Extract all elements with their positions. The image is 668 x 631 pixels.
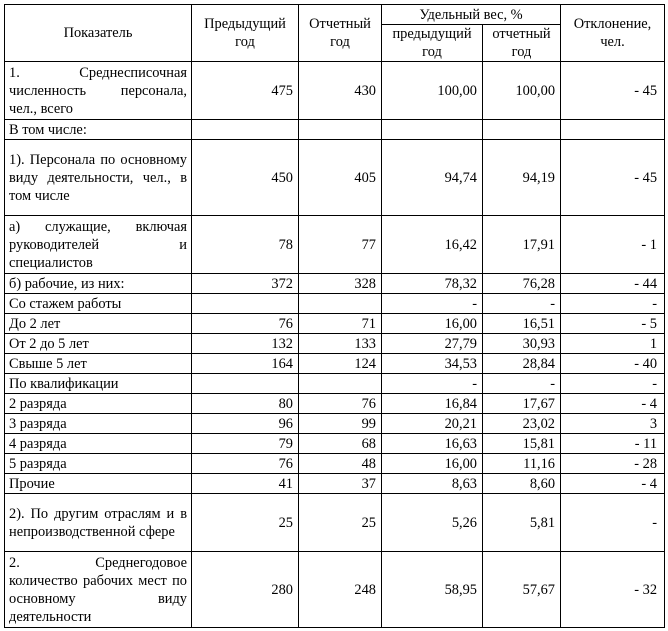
header-indicator: Показатель — [5, 5, 192, 62]
row-deviation: - 4 — [561, 394, 665, 414]
row-report-year: 76 — [299, 394, 382, 414]
row-prev-year: 372 — [192, 274, 299, 294]
row-report-year: 77 — [299, 216, 382, 274]
header-share-report: отчетный год — [483, 25, 561, 62]
row-report-year: 68 — [299, 434, 382, 454]
row-prev-year: 132 — [192, 334, 299, 354]
row-deviation — [561, 120, 665, 140]
table-row — [5, 494, 665, 552]
row-share-prev: 78,32 — [382, 274, 483, 294]
row-deviation: - 45 — [561, 140, 665, 216]
row-share-report: 23,02 — [483, 414, 561, 434]
row-prev-year: 41 — [192, 474, 299, 494]
header-deviation: Отклонение, чел. — [561, 5, 665, 62]
table-row — [5, 474, 665, 494]
table-row — [5, 394, 665, 414]
row-deviation: - 44 — [561, 274, 665, 294]
row-report-year — [299, 374, 382, 394]
row-name: 3 разряда — [5, 414, 192, 434]
table-row — [5, 414, 665, 434]
row-share-report: 11,16 — [483, 454, 561, 474]
row-deviation: - 45 — [561, 62, 665, 120]
row-name: От 2 до 5 лет — [5, 334, 192, 354]
row-deviation: - — [561, 374, 665, 394]
row-share-report: 94,19 — [483, 140, 561, 216]
table-row — [5, 294, 665, 314]
row-share-prev: 100,00 — [382, 62, 483, 120]
row-prev-year: 450 — [192, 140, 299, 216]
row-share-prev: - — [382, 294, 483, 314]
row-report-year: 37 — [299, 474, 382, 494]
row-prev-year: 96 — [192, 414, 299, 434]
row-share-prev: 16,63 — [382, 434, 483, 454]
row-deviation: - 28 — [561, 454, 665, 474]
row-prev-year — [192, 120, 299, 140]
header-share-group: Удельный вес, % — [382, 5, 561, 25]
row-deviation: - — [561, 494, 665, 552]
row-share-prev: 58,95 — [382, 552, 483, 628]
row-share-report: - — [483, 294, 561, 314]
row-deviation: - 32 — [561, 552, 665, 628]
row-share-report: 15,81 — [483, 434, 561, 454]
row-share-prev: 5,26 — [382, 494, 483, 552]
row-prev-year — [192, 294, 299, 314]
row-share-report: 5,81 — [483, 494, 561, 552]
row-prev-year: 280 — [192, 552, 299, 628]
row-prev-year: 80 — [192, 394, 299, 414]
table-row — [5, 216, 665, 274]
table-body — [5, 62, 665, 628]
row-share-prev — [382, 120, 483, 140]
row-deviation: - 1 — [561, 216, 665, 274]
row-name: 1. Среднесписочная численность персонала, чел., всего — [5, 62, 192, 120]
row-share-report: 17,67 — [483, 394, 561, 414]
table-row — [5, 274, 665, 294]
row-prev-year: 164 — [192, 354, 299, 374]
row-name: б) рабочие, из них: — [5, 274, 192, 294]
row-report-year: 430 — [299, 62, 382, 120]
row-name: 2 разряда — [5, 394, 192, 414]
row-report-year: 133 — [299, 334, 382, 354]
row-prev-year: 76 — [192, 314, 299, 334]
row-report-year — [299, 294, 382, 314]
header-share-prev: предыдущий год — [382, 25, 483, 62]
row-deviation: - 5 — [561, 314, 665, 334]
table-row — [5, 354, 665, 374]
row-report-year: 405 — [299, 140, 382, 216]
row-share-report: 100,00 — [483, 62, 561, 120]
row-report-year: 124 — [299, 354, 382, 374]
row-name: Свыше 5 лет — [5, 354, 192, 374]
table-row — [5, 374, 665, 394]
row-name: а) служащие, включая руководителей и специалистов — [5, 216, 192, 274]
table-row — [5, 120, 665, 140]
row-prev-year — [192, 374, 299, 394]
table-row — [5, 434, 665, 454]
row-share-prev: 16,00 — [382, 314, 483, 334]
row-deviation: - 4 — [561, 474, 665, 494]
row-share-report: 28,84 — [483, 354, 561, 374]
row-report-year: 328 — [299, 274, 382, 294]
row-share-report: - — [483, 374, 561, 394]
row-share-prev: - — [382, 374, 483, 394]
row-name: 5 разряда — [5, 454, 192, 474]
row-report-year — [299, 120, 382, 140]
row-report-year: 99 — [299, 414, 382, 434]
row-share-prev: 16,84 — [382, 394, 483, 414]
row-prev-year: 475 — [192, 62, 299, 120]
row-share-report: 57,67 — [483, 552, 561, 628]
row-share-prev: 20,21 — [382, 414, 483, 434]
table-row — [5, 552, 665, 628]
row-name: 4 разряда — [5, 434, 192, 454]
row-report-year: 25 — [299, 494, 382, 552]
row-name: 2). По другим отраслям и в непроизводственной сфере — [5, 494, 192, 552]
row-deviation: - — [561, 294, 665, 314]
row-report-year: 71 — [299, 314, 382, 334]
row-deviation: - 40 — [561, 354, 665, 374]
row-prev-year: 78 — [192, 216, 299, 274]
row-deviation: 3 — [561, 414, 665, 434]
header-report-year: Отчетный год — [299, 5, 382, 62]
row-share-report: 76,28 — [483, 274, 561, 294]
table-row — [5, 334, 665, 354]
row-report-year: 48 — [299, 454, 382, 474]
row-name: По квалификации — [5, 374, 192, 394]
row-share-prev: 16,42 — [382, 216, 483, 274]
table-row — [5, 140, 665, 216]
personnel-table — [4, 4, 665, 628]
table-row — [5, 62, 665, 120]
row-name: До 2 лет — [5, 314, 192, 334]
table-row — [5, 454, 665, 474]
table-row — [5, 314, 665, 334]
row-report-year: 248 — [299, 552, 382, 628]
row-share-prev: 94,74 — [382, 140, 483, 216]
row-name: В том числе: — [5, 120, 192, 140]
row-share-prev: 8,63 — [382, 474, 483, 494]
row-share-report: 17,91 — [483, 216, 561, 274]
header-prev-year: Предыдущий год — [192, 5, 299, 62]
row-share-prev: 27,79 — [382, 334, 483, 354]
row-name: Со стажем работы — [5, 294, 192, 314]
row-prev-year: 79 — [192, 434, 299, 454]
row-deviation: 1 — [561, 334, 665, 354]
row-name: Прочие — [5, 474, 192, 494]
row-name: 2. Среднегодовое количество рабочих мест по основному виду деятельности — [5, 552, 192, 628]
row-name: 1). Персонала по основному виду деятельности, чел., в том числе — [5, 140, 192, 216]
row-share-prev: 16,00 — [382, 454, 483, 474]
row-share-prev: 34,53 — [382, 354, 483, 374]
row-prev-year: 25 — [192, 494, 299, 552]
row-prev-year: 76 — [192, 454, 299, 474]
row-share-report: 8,60 — [483, 474, 561, 494]
row-share-report: 16,51 — [483, 314, 561, 334]
row-share-report — [483, 120, 561, 140]
row-deviation: - 11 — [561, 434, 665, 454]
row-share-report: 30,93 — [483, 334, 561, 354]
